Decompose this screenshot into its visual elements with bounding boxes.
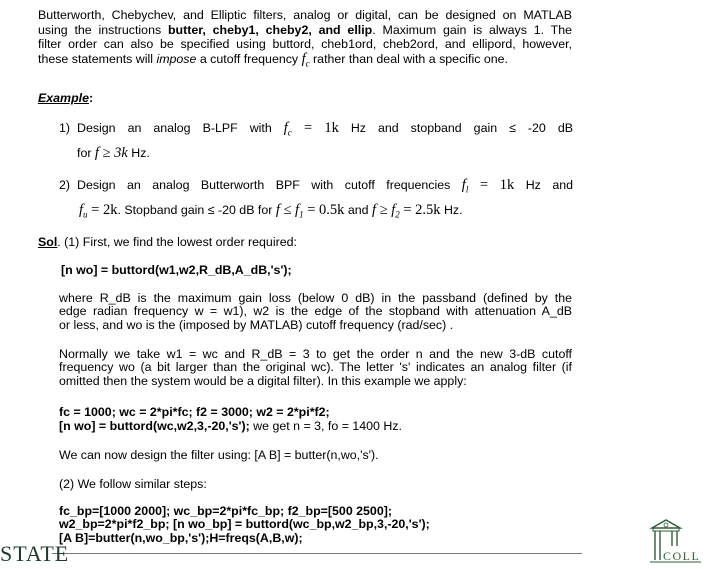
code-result-text: we get n = 3, fo = 1400 Hz.	[249, 419, 402, 433]
intro-emphasis: impose	[156, 51, 197, 66]
example-label: Example	[38, 91, 89, 105]
intro-line-2	[38, 23, 572, 38]
math-subscript: c	[287, 127, 292, 138]
example-colon: :	[88, 91, 94, 105]
paragraph-line: omitted then the system would be a digital filter). In this example we apply:	[59, 373, 467, 388]
footer-state-text: STATE	[0, 541, 70, 566]
code-block-bpf	[59, 505, 430, 545]
intro-commands: butter, cheby1, cheby2, and ellip	[167, 22, 373, 37]
math-subscript: 1	[299, 209, 304, 220]
code-line	[59, 419, 402, 433]
math-expression: f ≥ 3k	[94, 145, 128, 162]
paragraph-steps: (2) We follow similar steps:	[59, 477, 207, 491]
code-line: fc = 1000; wc = 2*pi*fc; f2 = 3000; w2 = 2*pi*f2;	[59, 405, 330, 419]
math-symbol: f	[79, 202, 84, 219]
paragraph-where	[59, 292, 572, 332]
item-2-line-2	[59, 203, 573, 222]
item-1-line-1	[59, 121, 573, 140]
item-text: Design an analog Butterworth BPF with cutoff frequencies	[77, 178, 462, 192]
paragraph-line: where R_dB is the maximum gain loss (below 0 dB) in the passband (defined by the	[59, 291, 572, 305]
item-text: Hz.	[440, 203, 463, 218]
math-expression: = 1k	[291, 120, 339, 136]
intro-line-4	[38, 52, 572, 71]
item-number: 2)	[59, 178, 71, 192]
item-text: and	[344, 203, 372, 218]
math-subscript: c	[305, 58, 310, 69]
intro-text: rather than deal with a specific one.	[309, 51, 508, 66]
intro-text: these statements will	[38, 51, 157, 66]
math-expression: f ≤ f	[275, 202, 300, 219]
math-expression: = 0.5k	[303, 202, 345, 219]
paragraph-line: or less, and wo is the (imposed by MATLAB) cutoff frequency (rad/sec) .	[59, 317, 454, 332]
item-text: . Stopband gain ≤ -20 dB for	[117, 203, 276, 218]
intro-paragraph	[38, 8, 572, 71]
code-line-buttord: [n wo] = buttord(w1,w2,R_dB,A_dB,'s');	[61, 263, 292, 277]
math-subscript: u	[83, 209, 88, 220]
math-expression: = 2k	[87, 202, 118, 219]
example-heading	[38, 91, 93, 106]
item-text: for	[77, 146, 95, 161]
paragraph-normally	[59, 348, 572, 388]
math-symbol: f	[301, 50, 306, 67]
intro-line-3: filter order can also be specified using buttord, cheb1ord, cheb2ord, and ellipord, however,	[38, 37, 572, 52]
item-number: 1)	[59, 121, 71, 135]
math-expression: = 2.5k	[399, 202, 441, 219]
math-symbol: f	[283, 120, 288, 136]
paragraph-line: Normally we take w1 = wc and R_dB = 3 to get the order n and the new 3-dB cutoff	[59, 347, 572, 361]
code-block-lpf	[59, 405, 402, 433]
item-text: Hz and	[514, 178, 573, 192]
solution-text: . (1) First, we find the lowest order required:	[57, 235, 297, 249]
math-subscript: 2	[395, 209, 400, 220]
solution-label: Sol	[38, 235, 58, 249]
paragraph-line: edge radian frequency w = w1), w2 is the edge of the stopband with attenuation A_dB	[59, 304, 572, 319]
item-2-line-1	[59, 178, 573, 197]
example-item-2	[59, 178, 573, 222]
solution-heading	[38, 235, 297, 250]
intro-text: a cutoff frequency	[196, 51, 302, 66]
item-text: Design an analog B-LPF with	[77, 121, 284, 135]
math-expression: = 1k	[468, 177, 515, 193]
code-line: [A B]=butter(n,wo_bp,'s');H=freqs(A,B,w);	[59, 530, 303, 545]
code-text: [n wo] = buttord(wc,w2,3,-20,'s');	[59, 419, 250, 433]
intro-text: . Maximum gain is always 1. The	[372, 22, 572, 37]
item-1-line-2	[59, 146, 573, 161]
footer-college-text: COLL	[663, 549, 701, 563]
code-line: w2_bp=2*pi*f2_bp; [n wo_bp] = buttord(wc_bp,w2_bp,3,-20,'s');	[59, 517, 430, 532]
paragraph-line: frequency wo (a bit larger than the original wc). The letter 's' indicates an analog filter (if	[59, 360, 572, 375]
footer-divider	[52, 553, 582, 554]
intro-line-1: Butterworth, Chebychev, and Elliptic filters, analog or digital, can be designed on MATLAB	[38, 8, 572, 22]
intro-text: using the instructions	[38, 22, 168, 37]
math-expression: f ≥ f	[371, 202, 396, 219]
item-text: Hz.	[127, 146, 150, 161]
example-item-1	[59, 121, 573, 161]
code-line: fc_bp=[1000 2000]; wc_bp=2*pi*fc_bp; f2_bp=[500 2500];	[59, 504, 392, 518]
math-symbol: f	[461, 177, 466, 193]
item-text: Hz and stopband gain ≤ -20 dB	[338, 121, 573, 135]
paragraph-design: We can now design the filter using: [A B] = butter(n,wo,'s').	[59, 448, 379, 462]
math-subscript: l	[465, 184, 469, 195]
